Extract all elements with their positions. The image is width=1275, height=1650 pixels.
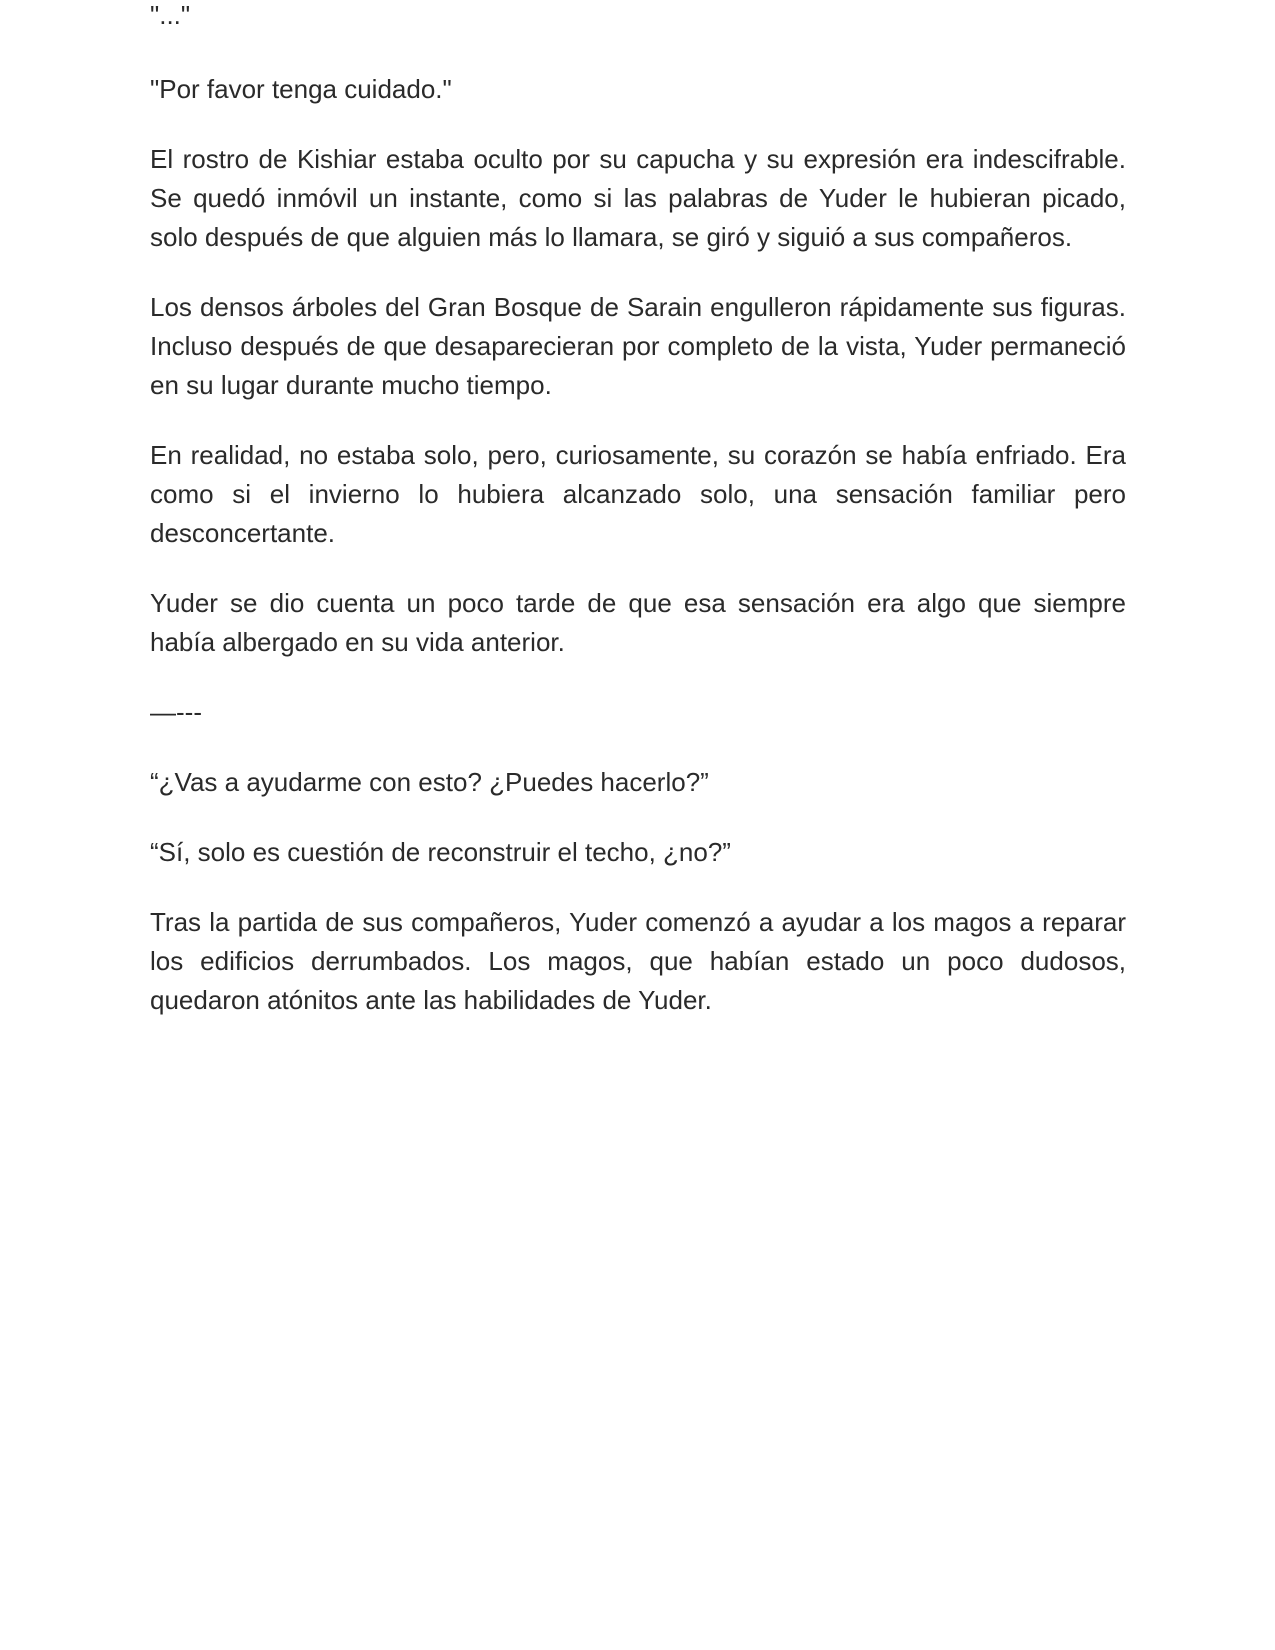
- document-page: [150, 0, 1126, 1051]
- section-divider: —---: [150, 697, 202, 727]
- paragraph-realidad: En realidad, no estaba solo, pero, curiosamente, su corazón se había enfriado. Era como si el invierno lo hubiera alcanzado solo, una sensación familiar pero desconcertante.: [150, 440, 1126, 548]
- paragraph-dialogue-techo: “Sí, solo es cuestión de reconstruir el techo, ¿no?”: [150, 837, 731, 867]
- paragraph-bosque: Los densos árboles del Gran Bosque de Sarain engulleron rápidamente sus figuras. Incluso después de que desaparecieran por completo de la vista, Yuder permaneció en su lugar durante mucho tiempo.: [150, 292, 1126, 400]
- paragraph-dialogue-cuidado: "Por favor tenga cuidado.": [150, 74, 452, 104]
- paragraph-dialogue-ayudarme: “¿Vas a ayudarme con esto? ¿Puedes hacerlo?”: [150, 767, 709, 797]
- paragraph-kishiar: El rostro de Kishiar estaba oculto por su capucha y su expresión era indescifrable. Se quedó inmóvil un instante, como si las palabras de Yuder le hubieran picado, solo después de que alguien más lo llamara, se giró y siguió a sus compañeros.: [150, 144, 1126, 252]
- paragraph-sensacion: Yuder se dio cuenta un poco tarde de que esa sensación era algo que siempre había albergado en su vida anterior.: [150, 588, 1126, 657]
- paragraph-magos: Tras la partida de sus compañeros, Yuder comenzó a ayudar a los magos a reparar los edificios derrumbados. Los magos, que habían estado un poco dudosos, quedaron atónitos ante las habilidades de Yuder.: [150, 907, 1126, 1015]
- paragraph-ellipsis: "...": [150, 0, 191, 30]
